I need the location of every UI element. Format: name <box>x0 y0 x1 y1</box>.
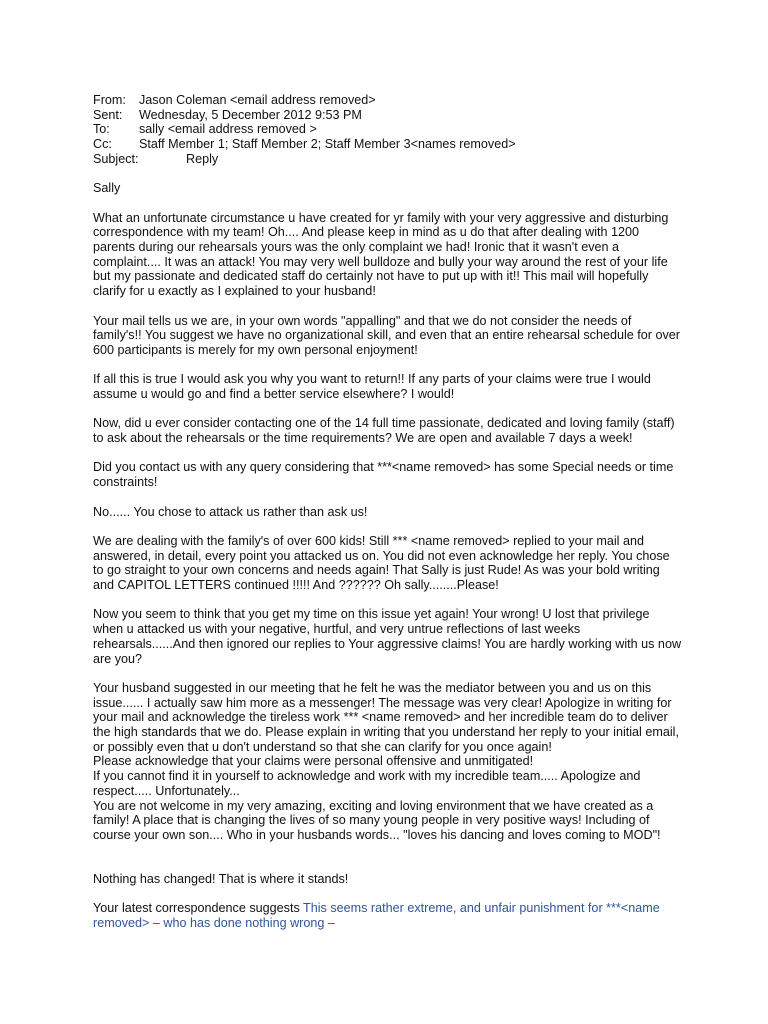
quoted-text: This seems rather extreme, and unfair punishment for ***<name removed> – who has done nothing wrong – <box>93 901 660 931</box>
sent-label: Sent: <box>93 107 123 122</box>
email-document <box>93 93 683 931</box>
greeting: Sally <box>93 181 121 196</box>
paragraph-2: Your mail tells us we are, in your own words "appalling" and that we do not consider the needs of family's!! You suggest we have no organizational skill, and even that an entire rehearsal schedule for over 600 participants is merely for my own personal enjoyment! <box>93 313 680 357</box>
paragraph-11 <box>93 901 683 930</box>
subject-row <box>93 152 683 167</box>
paragraph-7: We are dealing with the family's of over 600 kids! Still *** <name removed> replied to your mail and answered, in detail, every point you attacked us on. You did not even acknowledge her reply. You chose to go straight to your own concerns and needs again! That Sally is just Rude! As was your bold writing and CAPITOL LETTERS continued !!!!! And ?????? Oh sally........Please! <box>93 533 670 593</box>
paragraph-4: Now, did u ever consider contacting one of the 14 full time passionate, dedicated and loving family (staff) to ask about the rehearsals or the time requirements? We are open and available 7 days a week! <box>93 416 675 446</box>
subject-value: Reply <box>186 151 219 166</box>
cc-label: Cc: <box>93 137 112 152</box>
paragraph-9-acknowledge: Please acknowledge that your claims were personal offensive and unmitigated! <box>93 754 534 769</box>
from-value: Jason Coleman <email address removed> <box>139 93 376 107</box>
paragraph-9: Your husband suggested in our meeting that he felt he was the mediator between you and us on this issue...... I actually saw him more as a messenger! The message was very clear! Apologize in writing for your mail and acknowledge the tireless work *** <name removed> and her incredible team do to deliver the high standards that we do. Please explain in writing that you understand her reply to your initial email, or possibly even that u don't understand so that she can clarify for you once again! <box>93 680 679 754</box>
paragraph-9-not-welcome: You are not welcome in my very amazing, exciting and loving environment that we have created as a family! A place that is changing the lives of so many young people in very positive ways! Including of course your own son.... Who in your husbands words... "loves his dancing and loves coming to MOD"! <box>93 798 661 842</box>
sent-row <box>93 108 683 123</box>
paragraph-1: What an unfortunate circumstance u have created for yr family with your very aggressive and disturbing correspondence with my team! Oh.... And please keep in mind as u do that after dealing with 1200 parents during our rehearsals yours was the only complaint we had! Ironic that it wasn't even a complaint.... It was an attack! You may very well bulldoze and bully your way around the rest of your life but my passionate and dedicated staff do certainly not have to put up with it!! This mail will hopefully clarify for u exactly as I explained to your husband! <box>93 210 669 299</box>
paragraph-11-start: Your latest correspondence suggests <box>93 901 304 916</box>
to-value: sally <email address removed > <box>139 122 317 137</box>
from-label: From: <box>93 93 126 107</box>
from-row <box>93 93 683 108</box>
cc-row <box>93 137 683 152</box>
cc-value: Staff Member 1; Staff Member 2; Staff Member 3<names removed> <box>139 137 516 152</box>
paragraph-8: Now you seem to think that you get my time on this issue yet again! Your wrong! U lost that privilege when u attacked us with your negative, hurtful, and very untrue reflections of last weeks rehearsals......And then ignored our replies to Your aggressive claims! You are hardly working with us now are you? <box>93 607 682 666</box>
paragraph-10: Nothing has changed! That is where it stands! <box>93 872 349 887</box>
paragraph-9-apologize: If you cannot find it in yourself to acknowledge and work with my incredible team..... Apologize and respect..... Unfortunately... <box>93 769 641 798</box>
paragraph-3: If all this is true I would ask you why you want to return!! If any parts of your claims were true I would assume u would go and find a better service elsewhere? I would! <box>93 372 651 401</box>
subject-label: Subject: <box>93 151 139 166</box>
sent-value: Wednesday, 5 December 2012 9:53 PM <box>139 107 362 122</box>
to-row <box>93 122 683 137</box>
paragraph-6: No...... You chose to attack us rather than ask us! <box>93 504 368 519</box>
to-label: To: <box>93 122 110 137</box>
paragraph-5: Did you contact us with any query considering that ***<name removed> has some Special needs or time constraints! <box>93 460 674 490</box>
